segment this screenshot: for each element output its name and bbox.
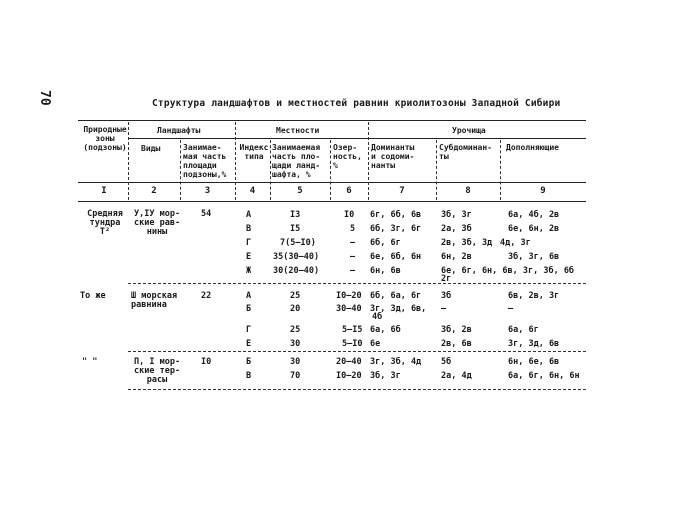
additional: 3б, 3г, 6в [508,252,560,262]
col-number: 8 [465,186,471,196]
col-number: 3 [204,186,211,196]
col-number: 6 [346,186,352,196]
header-lakes: Озер- ность, % [333,143,362,170]
additional: 3г, 3д, 6в [508,339,560,349]
locality-area: 30 [290,357,301,367]
subdominants: 6н, 2в [441,252,472,262]
landscape-area: 54 [201,209,212,219]
subdominants: 3б, 2в [441,325,472,335]
landscape-area: I0 [201,357,212,367]
col-number: 4 [249,186,256,196]
landscape-kind: У,IУ мор- ские рав- нины [134,209,181,237]
dominants: 6е, 6б, 6н [370,252,422,262]
locality-index: А [246,291,252,301]
landscape-kind: Ш морская равнина [131,291,178,310]
zone-label: Средняя тундра Т² [87,209,123,237]
header-localities: Местности [276,126,320,135]
col-number: I [101,186,107,196]
subdominants: 5б [441,357,452,367]
lake-share: – [350,252,356,262]
dominants: 6а, 6б [370,325,401,335]
lake-share: I0–20 [336,291,362,301]
locality-index: Б [246,357,252,367]
col-number: 7 [399,186,405,196]
subdominants: 3б, 3г [441,210,472,220]
subdominants: 2в, 6в [441,339,472,349]
dominants-continued: 2г [441,274,452,284]
landscape-kind: П, I мор- ские тер- расы [134,357,181,385]
header-zones: Природные зоны (подзоны) [83,125,127,152]
dominants: 6г, 6б, 6в [370,210,422,220]
additional: – [508,304,514,314]
additional: 6а, 6г, 6н, 6н [508,371,580,381]
col-number: 2 [151,186,157,196]
table-title: Структура ландшафтов и местностей равнин криолитозоны Западной Сибири [152,98,561,109]
dominants: 3б, 3г [370,371,401,381]
locality-index: А [246,210,252,220]
header-landscapes: Ландшафты [157,126,201,135]
subdominants: 2а, 3б [441,224,472,234]
locality-index: Е [246,252,252,262]
locality-index: В [246,371,252,381]
additional: 6а, 6г [508,325,539,335]
lake-share: I0–20 [336,371,362,381]
locality-area: 25 [290,325,301,335]
locality-area: 20 [290,304,301,314]
locality-index: Г [246,325,252,335]
locality-index: Б [246,304,252,314]
header-locality-area: Занимаемая часть пло- щади ланд- шафта, % [272,143,321,179]
dominants: 3г, 3д, 6в, [370,304,427,314]
locality-area: 30(20–40) [273,266,320,276]
rule-top [78,120,586,121]
header-urochishcha: Урочища [452,126,486,135]
subdominants: 2в, 3б, 3д [441,238,493,248]
lake-share: 5–I0 [342,339,363,349]
locality-index: В [246,224,252,234]
zone-label: " " [82,357,98,367]
dominants: 6б, 3г, 6г [370,224,422,234]
page-number: 70 [37,90,52,106]
lake-share: – [350,266,356,276]
header-dominants: Доминанты и содоми- нанты [371,143,415,170]
rule-group-2 [128,351,586,352]
col-number: 9 [540,186,546,196]
additional: 6н, 6е, 6в [508,357,560,367]
header-land-area: Занимае- мая часть площади подзоны,% [183,143,227,179]
header-index: Индекс типа [239,143,269,161]
col-number: 5 [297,186,303,196]
rule-under-groups [128,138,586,139]
landscape-area: 22 [201,291,212,301]
lake-share: – [350,238,356,248]
locality-area: I3 [290,210,301,220]
additional: 4д, 3г [500,238,531,248]
zone-label: То же [80,291,106,301]
lake-share: 5 [350,224,356,234]
header-additional: Дополняющие [506,143,559,152]
additional: 6в, 2в, 3г [508,291,560,301]
header-kinds: Виды [141,144,161,153]
dominants: 6б, 6а, 6г [370,291,422,301]
dominants: 3г, 3б, 4д [370,357,422,367]
rule-bottom [128,389,586,390]
locality-area: 7(5–I0) [280,238,316,248]
rule-numbers-bottom [78,201,586,202]
rule-header-bottom [78,182,586,183]
lake-share: 5–I5 [342,325,363,335]
additional: 6а, 4б, 2в [508,210,560,220]
lake-share: 30–40 [336,304,362,314]
rule-group-1 [128,283,586,284]
locality-index: Ж [246,266,252,276]
lake-share: I0 [344,210,355,220]
subdominants: 2а, 4д [441,371,472,381]
locality-index: Г [246,238,252,248]
locality-area: 70 [290,371,301,381]
subdominants: 3б [441,291,452,301]
locality-area: I5 [290,224,301,234]
subdominants: 6е, 6г, 6н, 6в, 3г, 3б, 6б [441,266,575,276]
dominants-continued: 4б [372,312,383,322]
dominants: 6е [370,339,381,349]
dominants: 6н, 6в [370,266,401,276]
additional: 6е, 6н, 2в [508,224,560,234]
locality-area: 25 [290,291,301,301]
header-subdominants: Субдоминан- ты [439,143,492,161]
dominants: 6б, 6г [370,238,401,248]
subdominants: – [441,304,447,314]
lake-share: 20–40 [336,357,362,367]
locality-area: 35(30–40) [273,252,320,262]
locality-index: Е [246,339,252,349]
locality-area: 30 [290,339,301,349]
